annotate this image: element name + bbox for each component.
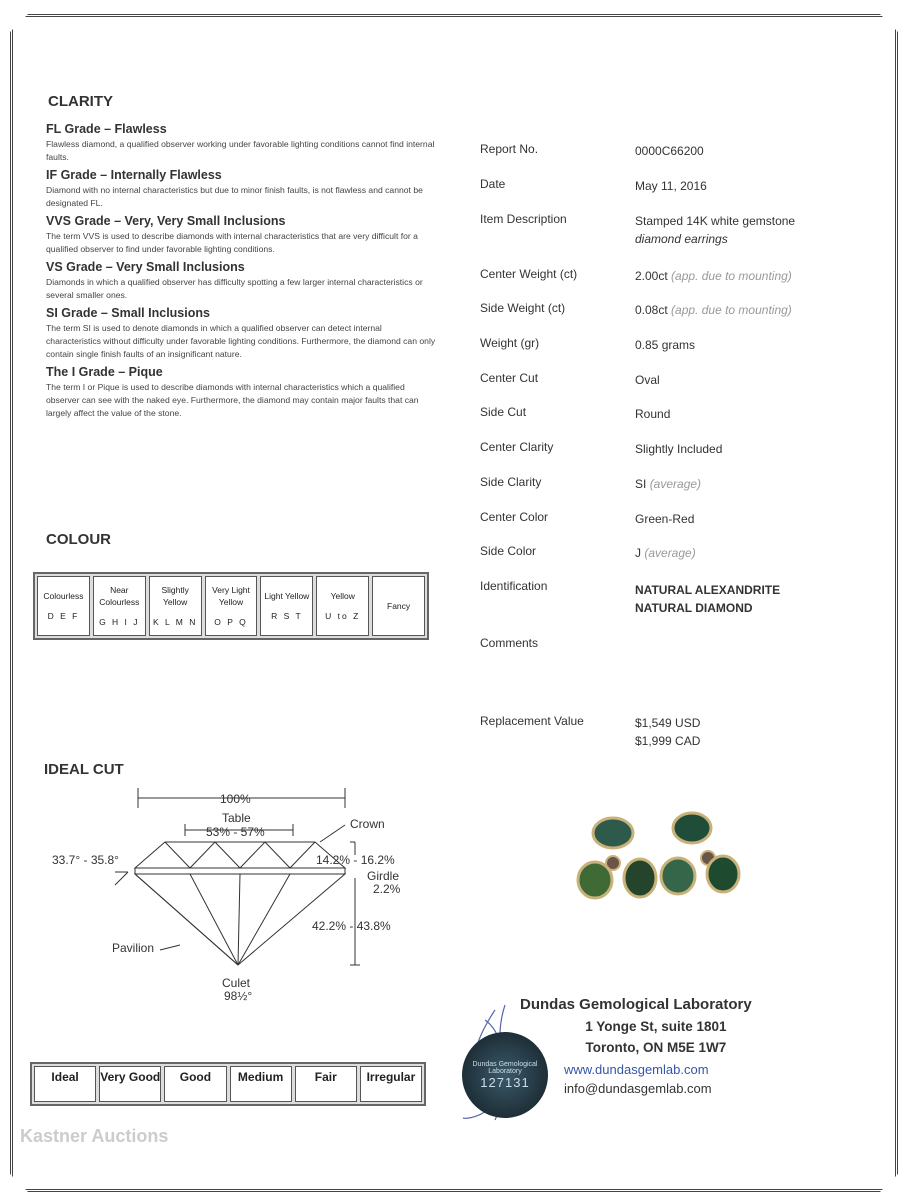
center-clarity-label: Center Clarity xyxy=(480,440,554,454)
side-weight-note: (app. due to mounting) xyxy=(671,303,792,317)
item-value-line1: Stamped 14K white gemstone xyxy=(635,214,796,228)
center-color-value: Green-Red xyxy=(635,512,695,526)
item-value xyxy=(635,212,795,248)
culet-label: Culet xyxy=(222,976,251,990)
weight-value: 0.85 grams xyxy=(635,338,696,352)
watermark-text: Kastner Auctions xyxy=(20,1126,169,1146)
cut-grade-cell: Fair xyxy=(295,1066,357,1102)
girdle-label: Girdle xyxy=(367,869,400,883)
culet-value: 98½° xyxy=(224,989,253,1003)
identification-label: Identification xyxy=(480,579,548,593)
clarity-section xyxy=(46,118,436,420)
side-color-value: J xyxy=(635,546,641,560)
date-value: May 11, 2016 xyxy=(635,179,707,193)
report-no-value: 0000C66200 xyxy=(635,144,704,158)
girdle-value: 2.2% xyxy=(373,882,401,896)
side-color-note: (average) xyxy=(644,546,696,560)
side-clarity-label: Side Clarity xyxy=(480,475,542,489)
colour-name: Slightly Yellow xyxy=(161,585,189,607)
colour-grades: D E F xyxy=(47,611,80,621)
side-weight-value: 0.08ct xyxy=(635,303,668,317)
grade-text: Diamond with no internal characteristics but due to minor finish faults, is not flawless and cannot be designated FL. xyxy=(46,185,423,208)
width-label: 100% xyxy=(220,792,251,806)
identification-line2: NATURAL DIAMOND xyxy=(635,601,753,615)
colour-name: Fancy xyxy=(387,601,411,611)
center-color-label: Center Color xyxy=(480,510,549,524)
colour-cell xyxy=(260,576,313,636)
seal-number: 127131 xyxy=(480,1074,530,1090)
cut-grade-cell: Medium xyxy=(230,1066,292,1102)
grade-title: FL Grade – Flawless xyxy=(46,122,167,136)
date-label: Date xyxy=(480,177,506,191)
grade-title: SI Grade – Small Inclusions xyxy=(46,306,210,320)
colour-name: Yellow xyxy=(330,591,355,601)
comments-label: Comments xyxy=(480,636,539,650)
replacement-label: Replacement Value xyxy=(480,714,584,728)
colour-cell xyxy=(149,576,202,636)
colour-cell xyxy=(205,576,258,636)
center-clarity-value: Slightly Included xyxy=(635,442,723,456)
colour-grades: G H I J xyxy=(99,617,140,627)
colour-name: Colourless xyxy=(43,591,84,601)
colour-cell xyxy=(37,576,90,636)
grade-title: The I Grade – Pique xyxy=(46,365,163,379)
kastner-watermark xyxy=(20,1128,168,1145)
colour-heading: COLOUR xyxy=(46,531,111,548)
colour-cell xyxy=(316,576,369,636)
colour-cell xyxy=(372,576,425,636)
clarity-heading: CLARITY xyxy=(48,93,113,110)
side-cut-value: Round xyxy=(635,407,671,421)
pavilion-depth: 42.2% - 43.8% xyxy=(312,919,391,933)
identification-line1: NATURAL ALEXANDRITE xyxy=(635,583,781,597)
lab-name: Dundas Gemological Laboratory xyxy=(520,996,752,1013)
pavilion-label: Pavilion xyxy=(112,941,155,955)
grade-title: VS Grade – Very Small Inclusions xyxy=(46,260,245,274)
colour-grades: O P Q xyxy=(214,617,248,627)
center-weight-label: Center Weight (ct) xyxy=(480,267,578,281)
lab-email: info@dundasgemlab.com xyxy=(564,1081,712,1096)
side-weight xyxy=(635,301,792,319)
grade-text: The term VVS is used to describe diamonds with internal characteristics that are very difficult for a qualified observer to find under favorable lighting conditions. xyxy=(46,231,418,254)
table-label: Table xyxy=(222,811,251,825)
diamond-cut-diagram xyxy=(30,780,430,1010)
grade-title: VVS Grade – Very, Very Small Inclusions xyxy=(46,214,286,228)
colour-cell xyxy=(93,576,146,636)
weight-label: Weight (gr) xyxy=(480,336,540,350)
lab-address2: Toronto, ON M5E 1W7 xyxy=(585,1040,727,1055)
colour-grades: K L M N xyxy=(152,617,198,627)
lab-info xyxy=(520,996,752,1055)
side-weight-label: Side Weight (ct) xyxy=(480,301,566,315)
center-cut-value: Oval xyxy=(635,373,660,387)
side-clarity-value: SI xyxy=(635,477,647,491)
colour-name: Near Colourless xyxy=(99,585,140,607)
cut-grade-table xyxy=(30,1062,426,1106)
replacement-value xyxy=(635,714,700,750)
grade-title: IF Grade – Internally Flawless xyxy=(46,168,222,182)
identification-value xyxy=(635,581,780,617)
item-label: Item Description xyxy=(480,212,567,226)
colour-name: Light Yellow xyxy=(264,591,310,601)
cut-grade-cell: Good xyxy=(164,1066,226,1102)
table-value: 53% - 57% xyxy=(206,825,265,839)
center-weight-note: (app. due to mounting) xyxy=(671,269,792,283)
grade-text: The term SI is used to denote diamonds in which a qualified observer can detect internal characteristics without difficulty under favorable lighting conditions. Furthermore, the diamond can only contain single finish faults of an insignificant nature. xyxy=(46,323,436,359)
lab-website-link[interactable]: www.dundasgemlab.com xyxy=(564,1062,709,1077)
center-cut-label: Center Cut xyxy=(480,371,539,385)
side-clarity xyxy=(635,475,701,493)
crown-height: 14.2% - 16.2% xyxy=(316,853,395,867)
ideal-cut-heading: IDEAL CUT xyxy=(44,761,124,778)
item-value-line2: diamond earrings xyxy=(635,232,728,246)
crown-label: Crown xyxy=(350,817,385,831)
center-weight xyxy=(635,267,792,285)
report-no-label: Report No. xyxy=(480,142,539,156)
cut-grade-cell: Ideal xyxy=(34,1066,96,1102)
center-weight-value: 2.00ct xyxy=(635,269,668,283)
side-clarity-note: (average) xyxy=(649,477,702,491)
replacement-cad: $1,999 CAD xyxy=(635,734,701,748)
grade-text: Flawless diamond, a qualified observer working under favorable lighting conditions cannot find internal faults. xyxy=(46,139,435,162)
lab-address1: 1 Yonge St, suite 1801 xyxy=(585,1019,727,1034)
colour-name: Very Light Yellow xyxy=(212,585,250,607)
replacement-usd: $1,549 USD xyxy=(635,716,701,730)
side-color xyxy=(635,544,696,562)
seal-text: Dundas Gemological Laboratory xyxy=(472,1060,538,1075)
colour-scale-table xyxy=(33,572,429,640)
cut-grade-cell: Very Good xyxy=(99,1066,161,1102)
colour-grades: R S T xyxy=(271,611,303,621)
side-color-label: Side Color xyxy=(480,544,537,558)
side-cut-label: Side Cut xyxy=(480,405,527,419)
earrings-photo xyxy=(570,808,750,903)
colour-grades: U to Z xyxy=(325,611,361,621)
grade-text: The term I or Pique is used to describe diamonds with internal characteristics which a qualified observer can see with the naked eye. Furthermore, the diamond may contain major faults that can largely affect the value of the stone. xyxy=(46,382,419,418)
crown-angle: 33.7° - 35.8° xyxy=(52,853,119,867)
grade-text: Diamonds in which a qualified observer has difficulty spotting a few larger internal characteristics or several smaller ones. xyxy=(46,277,423,300)
cut-grade-cell: Irregular xyxy=(360,1066,422,1102)
